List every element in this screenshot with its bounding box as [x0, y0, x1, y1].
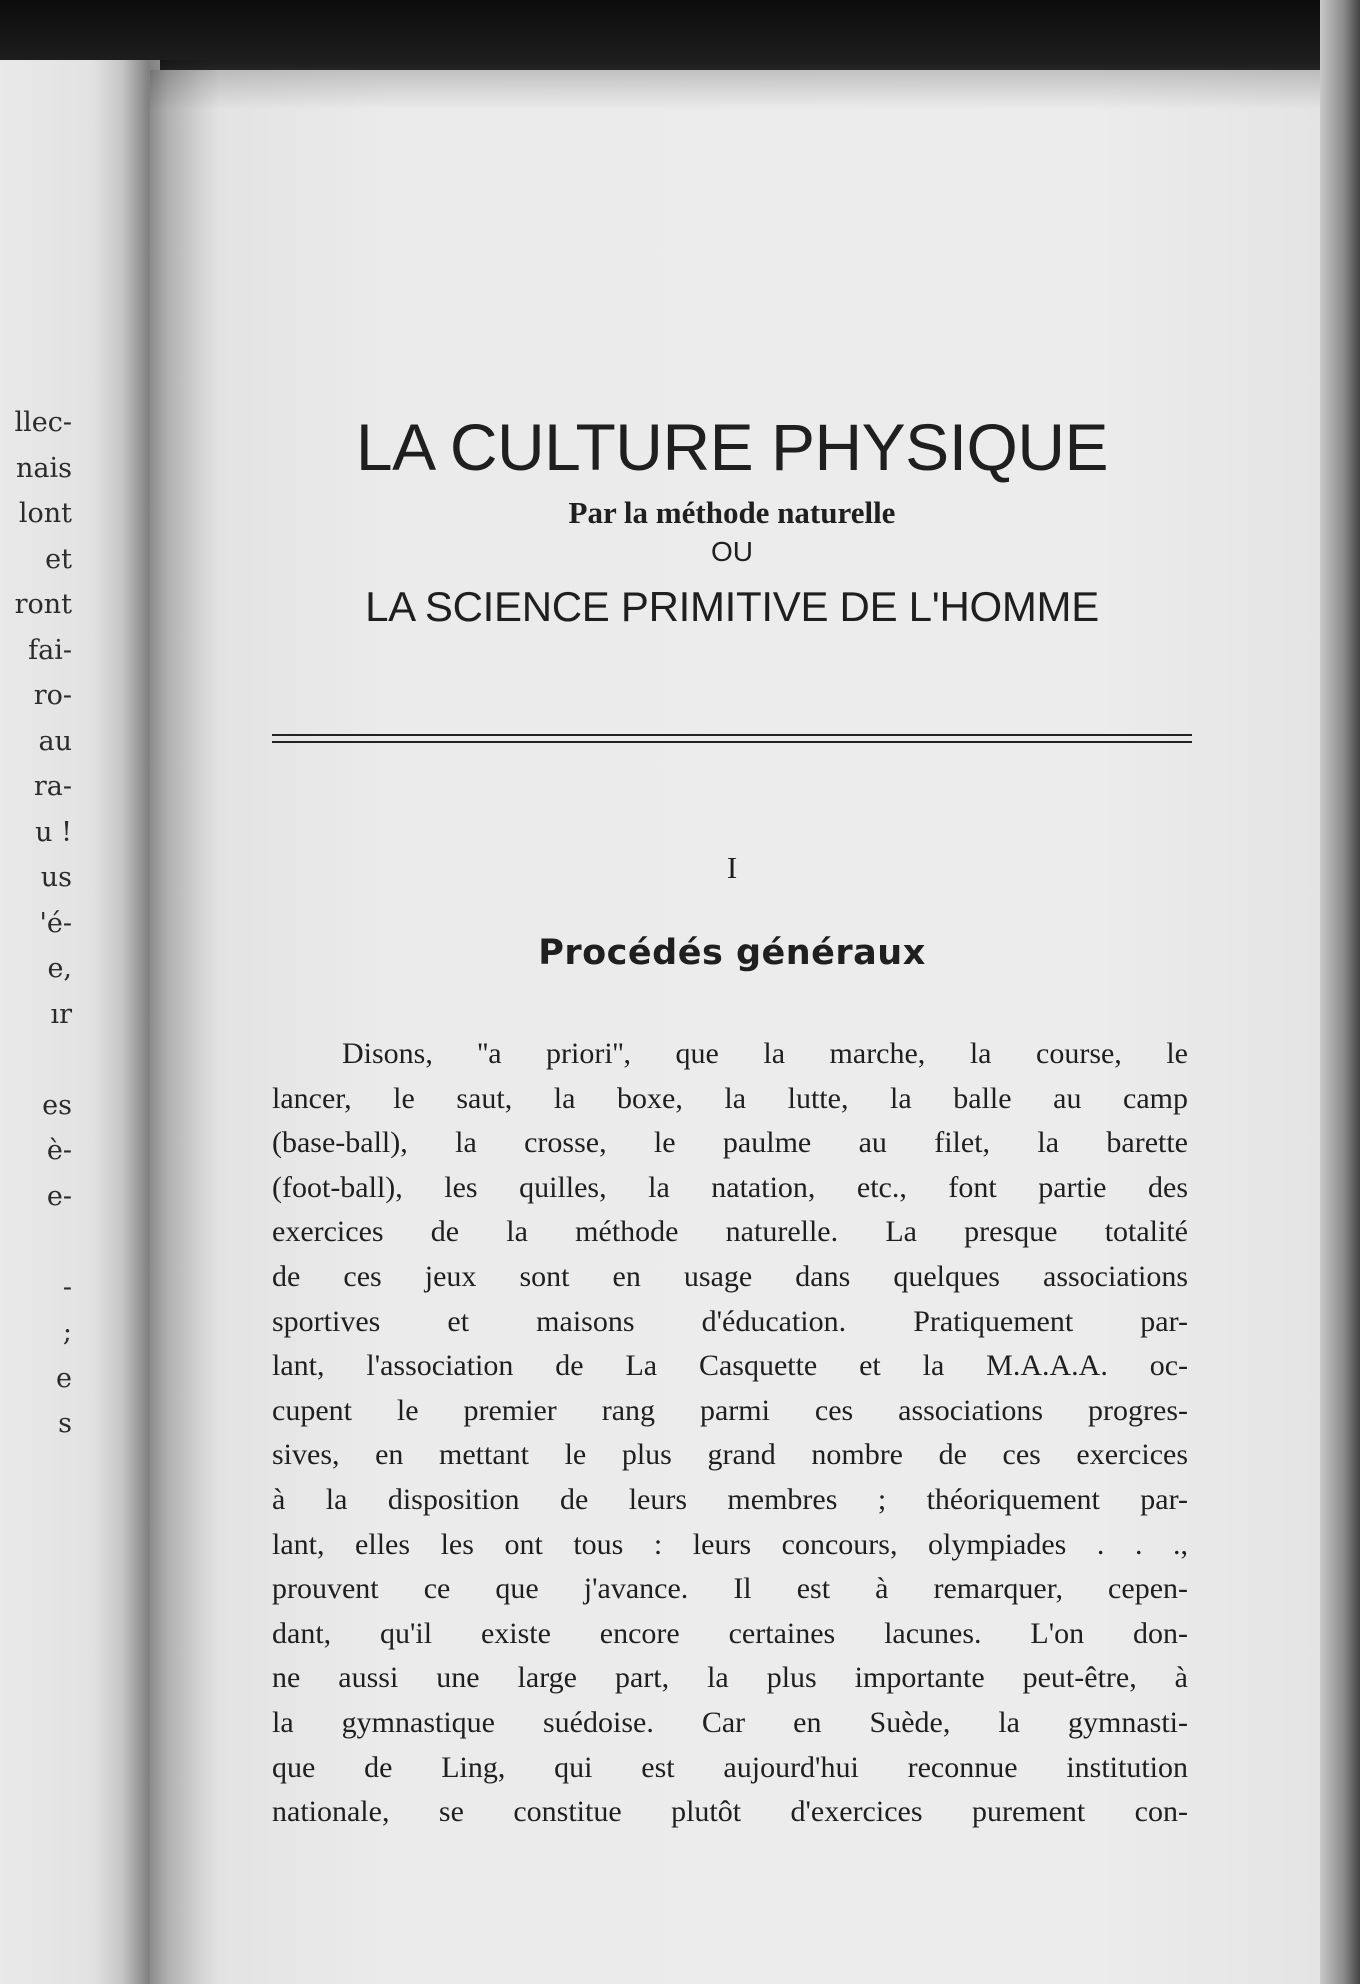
body-line: la gymnastique suédoise. Car en Suède, la gymnasti-	[272, 1705, 1188, 1739]
left-page-fragment: es	[42, 1089, 72, 1121]
left-page-fragment: ra-	[33, 771, 72, 802]
left-page-fragment: lont	[18, 498, 72, 529]
body-line: lancer, le saut, la boxe, la lutte, la balle au camp	[272, 1081, 1188, 1115]
page-alternate-title: LA SCIENCE PRIMITIVE DE L'HOMME	[365, 583, 1099, 631]
book-gutter-shadow	[90, 60, 220, 1984]
left-page-fragment: llec-	[14, 407, 72, 438]
body-line: lant, elles les ont tous : leurs concours, olympiades . . .,	[272, 1527, 1188, 1561]
left-page-fragment: 'é-	[39, 907, 72, 939]
left-page-fragment: -	[62, 1271, 72, 1303]
body-line: (base-ball), la crosse, le paulme au filet, la barette	[272, 1126, 1188, 1160]
body-line: sives, en mettant le plus grand nombre de ces exercices	[272, 1438, 1188, 1472]
left-page-fragment: fai-	[28, 634, 72, 666]
body-line: nationale, se constitue plutôt d'exercices purement con-	[272, 1795, 1188, 1829]
left-page-fragment: et	[45, 543, 72, 575]
left-page-fragment: e	[56, 1362, 72, 1394]
body-line: cupent le premier rang parmi ces associations progres-	[272, 1393, 1188, 1427]
left-page-fragment: è-	[46, 1135, 72, 1166]
body-line: lant, l'association de La Casquette et la M.A.A.A. oc-	[272, 1349, 1188, 1383]
left-page-text-fragments	[0, 400, 72, 1447]
page-subtitle: Par la méthode naturelle	[568, 495, 896, 530]
left-page-fragment: e,	[47, 953, 72, 984]
body-line: que de Ling, qui est aujourd'hui reconnue institution	[272, 1750, 1188, 1784]
body-line: de ces jeux sont en usage dans quelques associations	[272, 1259, 1188, 1293]
scan-right-edge	[1320, 0, 1360, 1984]
left-page-fragment: ront	[14, 589, 72, 620]
left-page-fragment: u !	[35, 816, 72, 848]
left-page-fragment: au	[38, 725, 72, 757]
body-line: à la disposition de leurs membres ; théoriquement par-	[272, 1482, 1188, 1516]
body-line: exercices de la méthode naturelle. La presque totalité	[272, 1215, 1188, 1249]
left-page-fragment: e-	[46, 1180, 72, 1212]
body-line: ne aussi une large part, la plus importante peut-être, à	[272, 1661, 1188, 1695]
body-line: sportives et maisons d'éducation. Pratiquement par-	[272, 1304, 1188, 1338]
section-number: I	[726, 850, 738, 885]
body-line: prouvent ce que j'avance. Il est à remarquer, cepen-	[272, 1572, 1188, 1606]
left-page-fragment: nais	[16, 452, 72, 484]
body-line: dant, qu'il existe encore certaines lacunes. L'on don-	[272, 1616, 1188, 1650]
main-page	[150, 70, 1325, 1984]
left-page-fragment: ro-	[33, 680, 72, 711]
body-paragraph	[272, 1032, 1188, 1835]
left-page-fragment: s	[58, 1408, 72, 1439]
title-conjunction: OU	[711, 536, 753, 568]
section-title: Procédés généraux	[538, 933, 926, 973]
body-line: (foot-ball), les quilles, la natation, etc., font partie des	[272, 1170, 1188, 1204]
page-content	[272, 340, 1340, 1829]
body-line: Disons, ''a priori'', que la marche, la course, le	[342, 1037, 1188, 1070]
page-title: LA CULTURE PHYSIQUE	[355, 410, 1109, 484]
double-rule-divider	[272, 734, 1192, 743]
left-page-fragment: ;	[62, 1317, 72, 1348]
left-page-fragment: us	[40, 862, 72, 893]
left-page-fragment: ır	[50, 998, 72, 1030]
